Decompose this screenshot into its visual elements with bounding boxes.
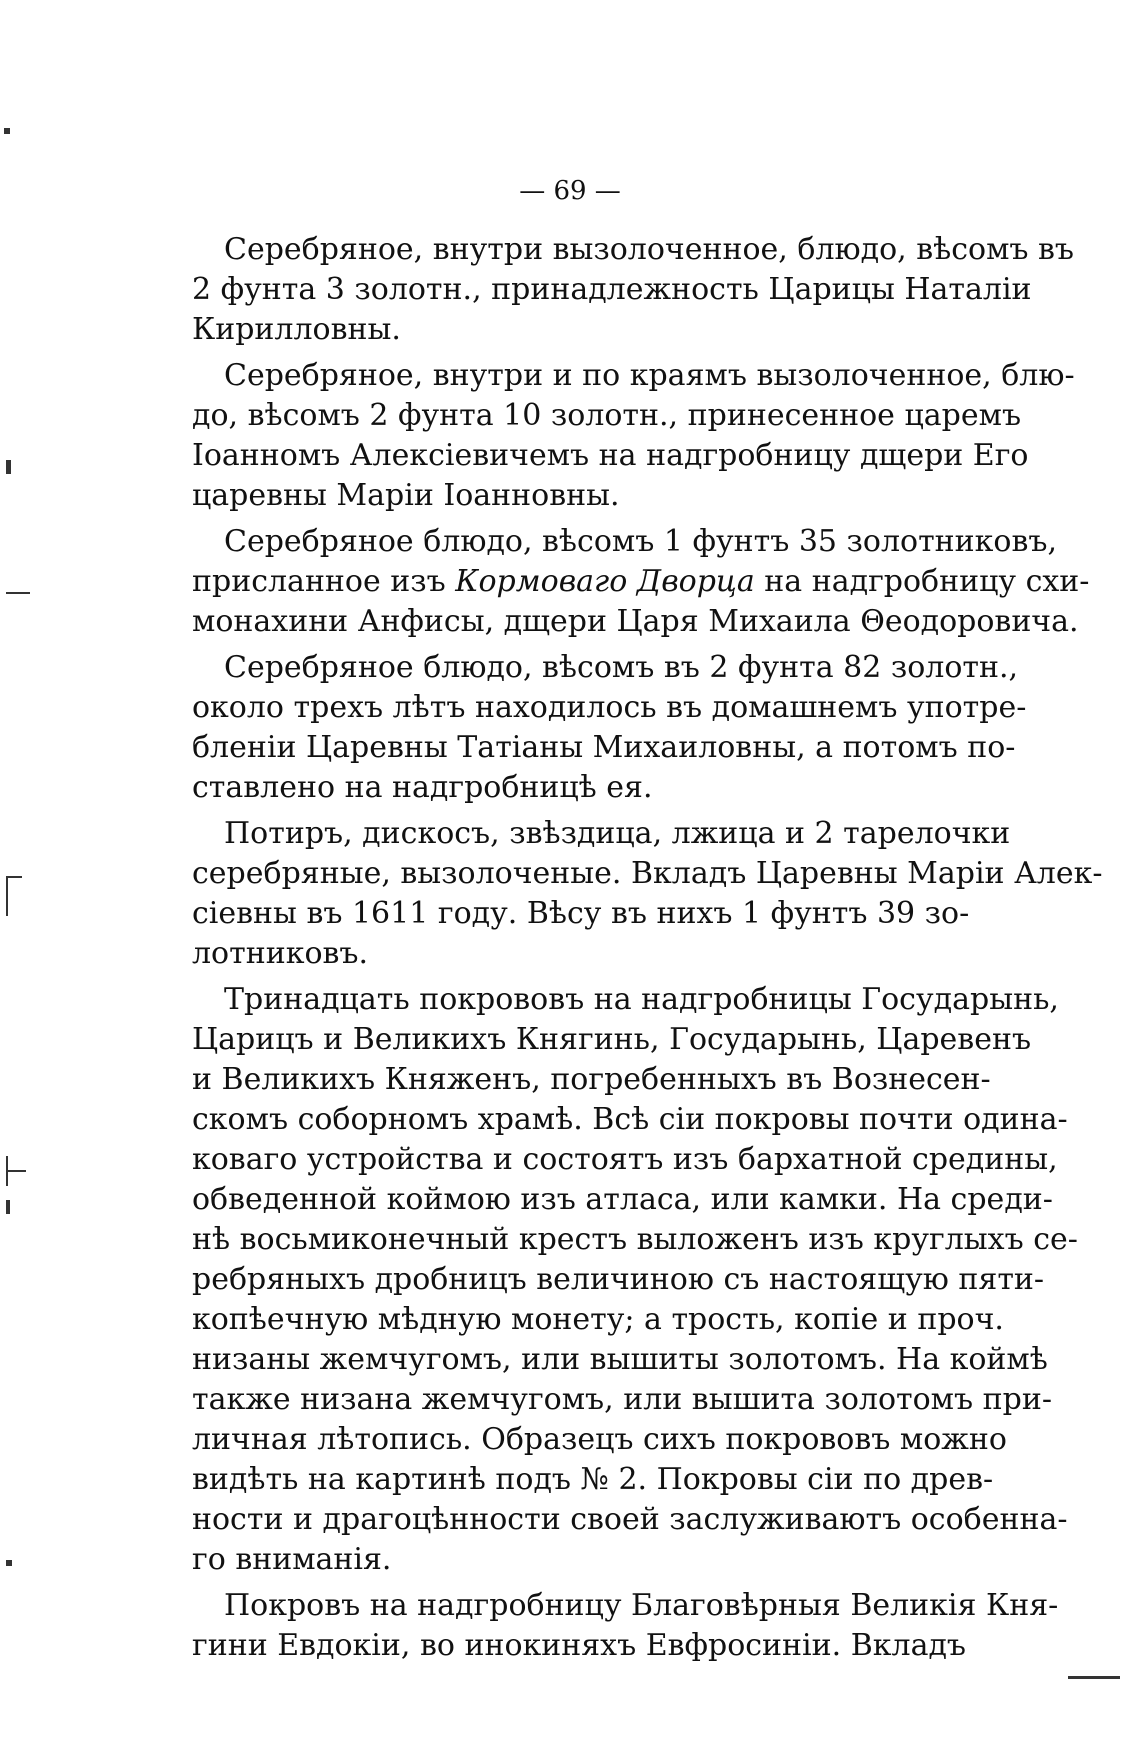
paragraph-3	[192, 522, 1090, 642]
text-line: Царицъ и Великихъ Княгинь, Государынь, Царевенъ	[192, 1022, 1032, 1057]
text-line: копѣечную мѣдную монету; а трость, копіе и проч.	[192, 1302, 1004, 1337]
text-line: сіевны въ 1611 году. Вѣсу въ нихъ 1 фунтъ 39 зо-	[192, 896, 970, 931]
text-line: Покровъ на надгробницу Благовѣрныя Великія Кня-	[224, 1588, 1059, 1623]
scan-mark	[6, 1170, 26, 1172]
text-line: низаны жемчугомъ, или вышиты золотомъ. На коймѣ	[192, 1342, 1048, 1377]
text-line: обведенной коймою изъ атласа, или камки. На среди-	[192, 1182, 1053, 1217]
text-line: ребряныхъ дробницъ величиною съ настоящую пяти-	[192, 1262, 1045, 1297]
scan-mark	[6, 876, 8, 916]
paragraph-6	[192, 980, 1078, 1580]
scan-mark	[6, 1200, 10, 1214]
paragraph-2	[192, 356, 1075, 516]
text-segment: присланное изъ	[192, 564, 446, 599]
text-line: личная лѣтопись. Образецъ сихъ покрововъ можно	[192, 1422, 1007, 1457]
body-text	[192, 230, 1103, 1666]
text-line: до, вѣсомъ 2 фунта 10 золотн., принесенное царемъ	[192, 398, 1022, 433]
scan-mark	[4, 128, 10, 134]
text-line: Серебряное, внутри и по краямъ вызолоченное, блю-	[224, 358, 1075, 393]
text-line: лотниковъ.	[192, 936, 369, 971]
text-line: ставлено на надгробницѣ ея.	[192, 770, 653, 805]
scan-mark	[6, 876, 22, 878]
text-line: монахини Анфисы, дщери Царя Михаила Θеодоровича.	[192, 604, 1079, 639]
text-line: Кирилловны.	[192, 312, 401, 347]
text-line: скомъ соборномъ храмѣ. Всѣ сіи покровы почти одина-	[192, 1102, 1068, 1137]
scan-mark	[1068, 1676, 1120, 1679]
scan-mark	[6, 460, 11, 474]
page-number: — 69 —	[519, 176, 621, 206]
text-line: нѣ восьмиконечный крестъ выложенъ изъ круглыхъ се-	[192, 1222, 1078, 1257]
text-line: бленіи Царевны Татіаны Михаиловны, а потомъ по-	[192, 730, 1016, 765]
paragraph-4	[192, 648, 1027, 808]
paragraph-5	[192, 814, 1103, 974]
text-line: ности и драгоцѣнности своей заслуживаютъ особенна-	[192, 1502, 1068, 1537]
text-line: Серебряное блюдо, вѣсомъ въ 2 фунта 82 золотн.,	[224, 650, 1019, 685]
scan-mark	[6, 592, 30, 594]
italic-place-name: Кормоваго Дворца	[455, 564, 755, 599]
text-line: Тринадцать покрововъ на надгробницы Государынь,	[224, 982, 1059, 1017]
text-segment: на надгробницу схи-	[764, 564, 1090, 599]
text-line: го вниманія.	[192, 1542, 392, 1577]
scan-mark	[6, 1560, 12, 1566]
text-line: также низана жемчугомъ, или вышита золотомъ при-	[192, 1382, 1052, 1417]
text-line: царевны Маріи Іоанновны.	[192, 478, 620, 513]
paragraph-7	[192, 1586, 1059, 1666]
text-line: видѣть на картинѣ подъ № 2. Покровы сіи по древ-	[192, 1462, 994, 1497]
text-line-mixed	[192, 562, 1090, 602]
text-line: и Великихъ Княженъ, погребенныхъ въ Вознесен-	[192, 1062, 991, 1097]
text-line: коваго устройства и состоятъ изъ бархатной средины,	[192, 1142, 1058, 1177]
text-line: Потиръ, дискосъ, звѣздица, лжица и 2 тарелочки	[224, 816, 1011, 851]
text-line: серебряные, вызолоченые. Вкладъ Царевны Маріи Алек-	[192, 856, 1103, 891]
text-line: Серебряное блюдо, вѣсомъ 1 фунтъ 35 золотниковъ,	[224, 524, 1057, 559]
text-line: гини Евдокіи, во инокиняхъ Евфросиніи. Вкладъ	[192, 1628, 967, 1663]
paragraph-1	[192, 230, 1075, 350]
text-line: 2 фунта 3 золотн., принадлежность Царицы Наталіи	[192, 272, 1032, 307]
text-line: около трехъ лѣтъ находилось въ домашнемъ употре-	[192, 690, 1027, 725]
text-line: Іоанномъ Алексіевичемъ на надгробницу дщери Его	[192, 438, 1029, 473]
text-line: Серебряное, внутри вызолоченное, блюдо, вѣсомъ въ	[224, 232, 1075, 267]
